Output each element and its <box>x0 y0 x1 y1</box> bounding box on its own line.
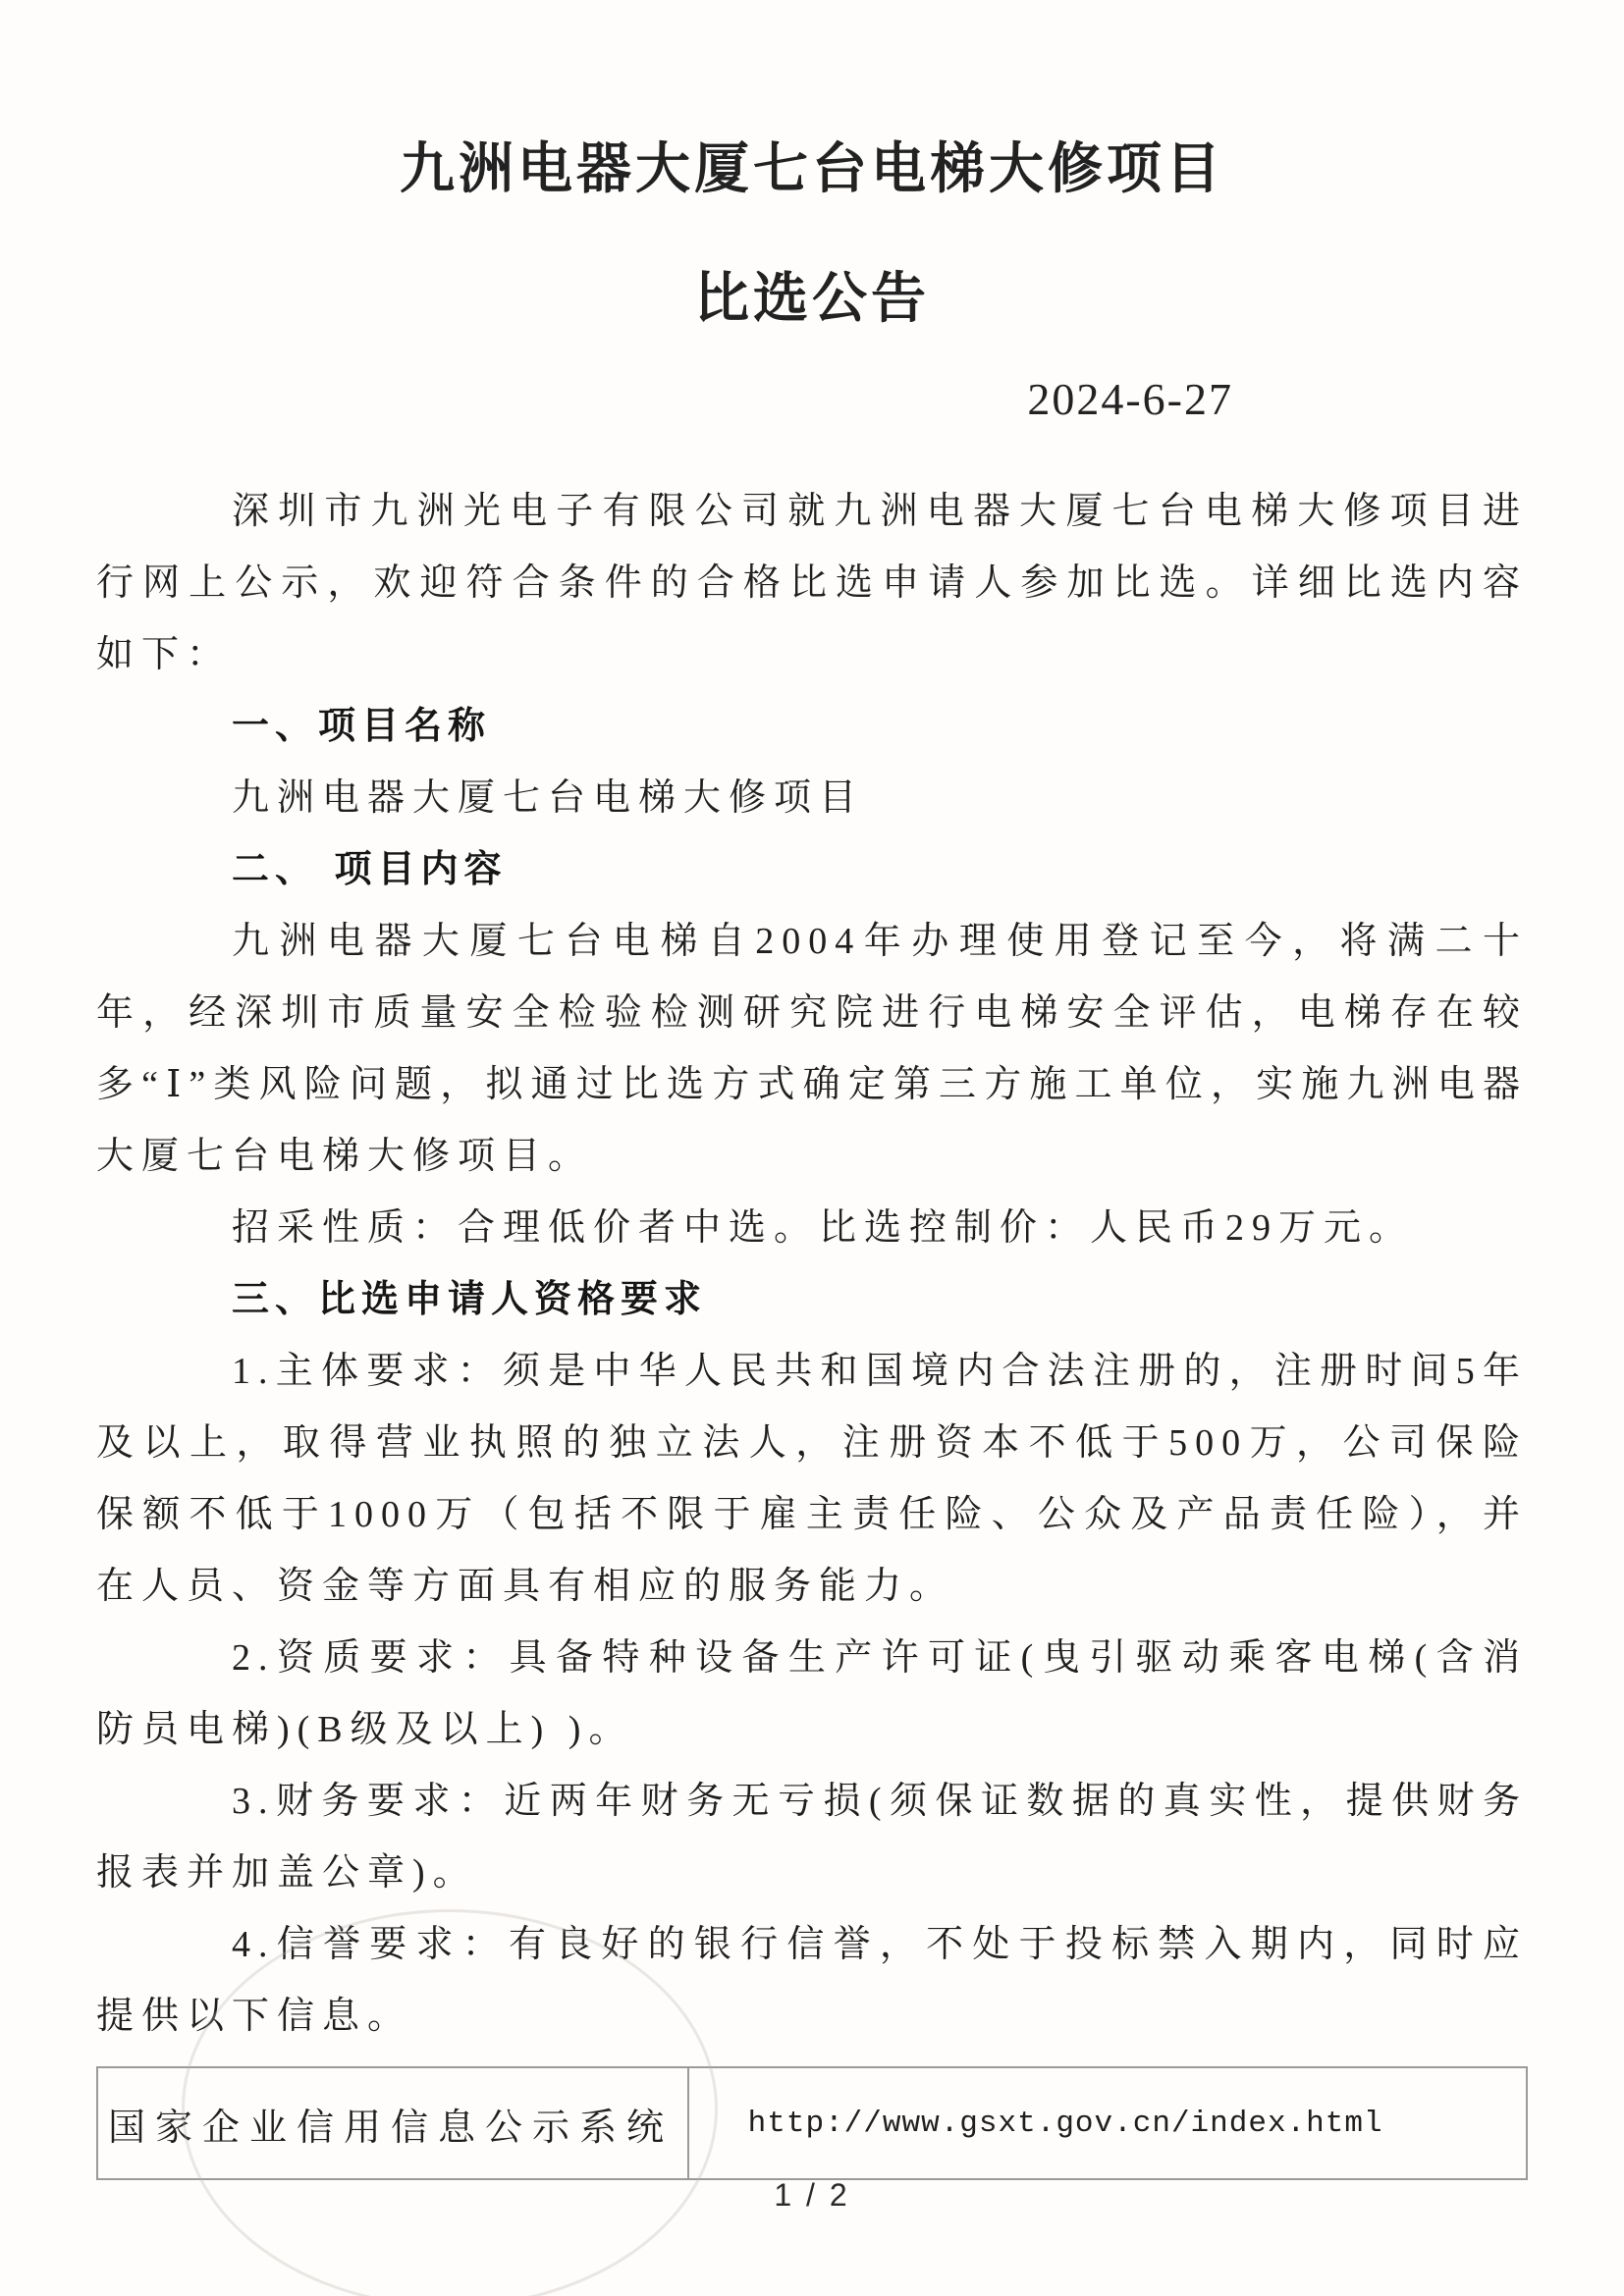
document-title-line1: 九洲电器大厦七台电梯大修项目 <box>400 138 1224 200</box>
section1-heading: 一、项目名称 <box>232 706 492 748</box>
table-row <box>97 2067 1527 2179</box>
intro-paragraph: 深圳市九洲光电子有限公司就九洲电器大厦七台电梯大修项目进行网上公示，欢迎符合条件的合格比选申请人参加比选。详细比选内容如下： <box>96 491 1528 676</box>
page-number: 1 / 2 <box>774 2177 850 2213</box>
table-cell-system-url: http://www.gsxt.gov.cn/index.html <box>688 2067 1527 2179</box>
procurement-note: 招采性质：合理低价者中选。比选控制价：人民币29万元。 <box>232 1207 1415 1250</box>
document-content <box>0 37 1624 2181</box>
requirement-item-3: 3.财务要求：近两年财务无亏损(须保证数据的真实性，提供财务报表并加盖公章)。 <box>96 1781 1528 1895</box>
section3-heading: 三、比选申请人资格要求 <box>232 1279 708 1321</box>
credit-info-table <box>96 2066 1528 2180</box>
document-title-line2: 比选公告 <box>694 268 930 330</box>
requirement-item-2: 2.资质要求：具备特种设备生产许可证(曳引驱动乘客电梯(含消防员电梯)(B级及以上) )。 <box>96 1637 1528 1751</box>
section2-body: 九洲电器大厦七台电梯自2004年办理使用登记至今，将满二十年，经深圳市质量安全检验检测研究院进行电梯安全评估，电梯存在较多“Ⅰ”类风险问题，拟通过比选方式确定第三方施工单位，实施九洲电器大厦七台电梯大修项目。 <box>96 921 1528 1178</box>
requirement-item-1: 1.主体要求：须是中华人民共和国境内合法注册的，注册时间5年及以上，取得营业执照的独立法人，注册资本不低于500万，公司保险保额不低于1000万（包括不限于雇主责任险、公众及产品责任险），并在人员、资金等方面具有相应的服务能力。 <box>96 1351 1528 1608</box>
table-cell-system-name: 国家企业信用信息公示系统 <box>97 2067 688 2179</box>
requirement-item-4: 4.信誉要求：有良好的银行信誉，不处于投标禁入期内，同时应提供以下信息。 <box>96 1924 1528 2038</box>
document-body <box>96 476 1528 2053</box>
document-date: 2024-6-27 <box>1027 374 1233 425</box>
section2-heading: 二、 项目内容 <box>232 849 508 891</box>
section1-body: 九洲电器大厦七台电梯大修项目 <box>232 777 865 820</box>
